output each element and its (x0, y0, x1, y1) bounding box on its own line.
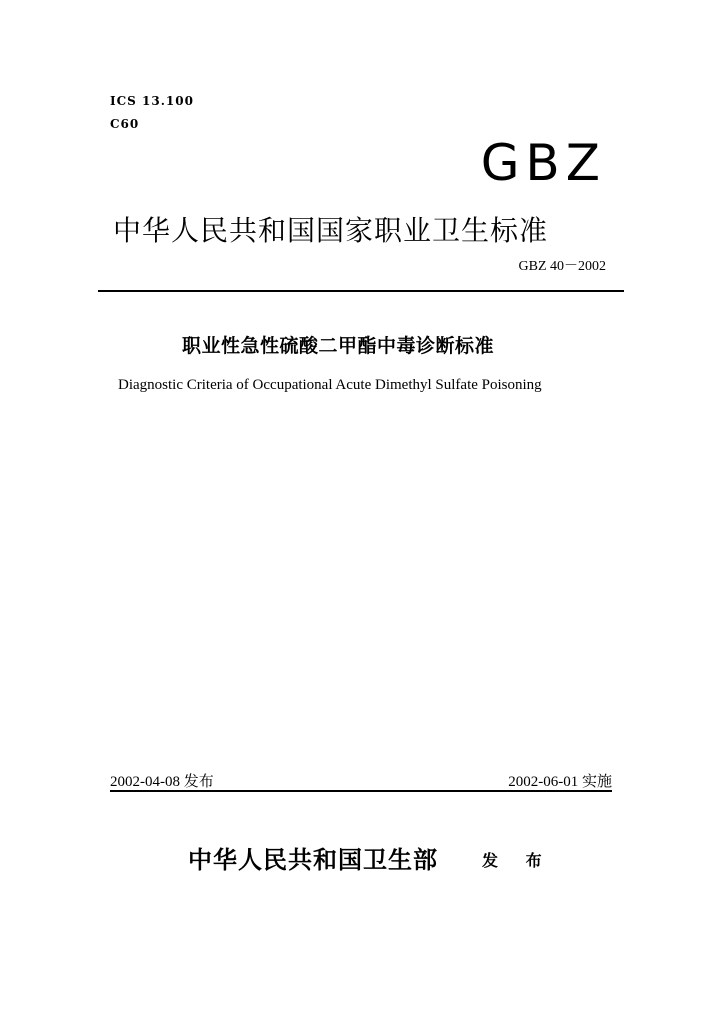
document-title-en: Diagnostic Criteria of Occupational Acute Dimethyl Sulfate Poisoning (118, 377, 542, 393)
publish-label: 发 布 (482, 851, 550, 870)
implementation-date: 2002-06-01 实施 (508, 774, 612, 790)
ics-code: ICS 13.100 (110, 94, 194, 108)
ccs-code: C60 (110, 117, 140, 131)
bottom-divider (110, 790, 612, 792)
publisher-name: 中华人民共和国卫生部 (188, 846, 438, 874)
standard-number: GBZ 40－2002 (518, 259, 606, 274)
gbz-logo: GBZ (480, 134, 606, 192)
standard-category: 中华人民共和国国家职业卫生标准 (113, 214, 549, 247)
issue-date: 2002-04-08 发布 (110, 774, 214, 790)
document-title-zh: 职业性急性硫酸二甲酯中毒诊断标准 (182, 335, 495, 357)
top-divider (98, 290, 624, 292)
